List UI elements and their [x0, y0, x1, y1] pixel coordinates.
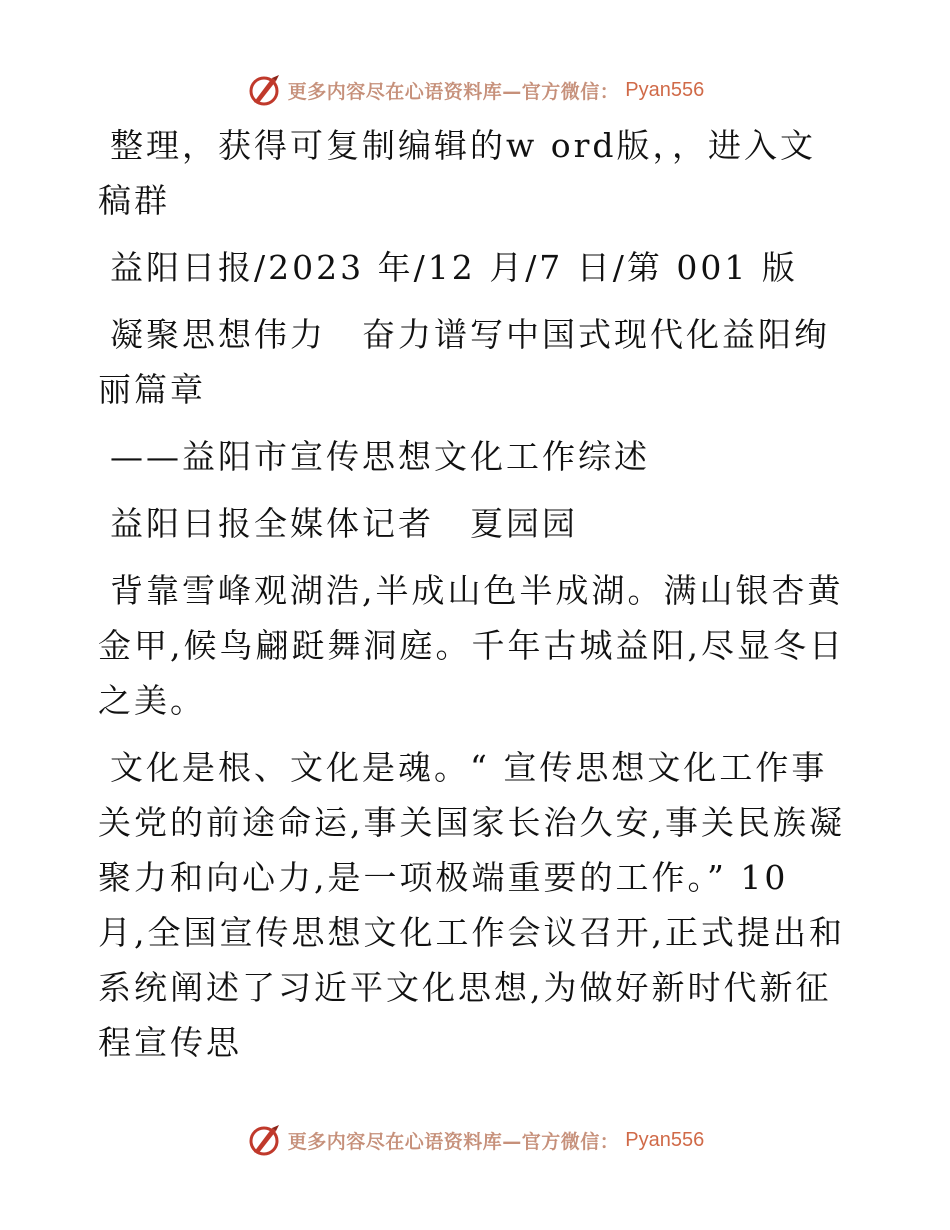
quill-circle-logo-icon: [246, 1122, 282, 1158]
body-paragraph: 文化是根、文化是魂。“ 宣传思想文化工作事关党的前途命运,事关国家长治久安,事关民族凝聚力和向心力,是一项极端重要的工作。” 10 月,全国宣传思想文化工作会议召开,正式提出和系统阐述了习近平文化思想,为做好新时代新征程宣传思: [98, 748, 845, 1062]
watermark-wechat-id: Pyan556: [625, 78, 705, 101]
watermark-text: 更多内容尽在心语资料库—官方微信：: [287, 80, 620, 103]
quill-circle-logo-icon: [246, 72, 282, 108]
document-body: [98, 118, 848, 1082]
body-paragraph: 背靠雪峰观湖浩,半成山色半成湖。满山银杏黄金甲,候鸟翩跹舞洞庭。千年古城益阳,尽显冬日之美。: [98, 571, 845, 720]
watermark-banner-bottom: [0, 1118, 950, 1162]
article-byline: 益阳日报全媒体记者 夏园园: [110, 504, 578, 543]
article-subtitle: ——益阳市宣传思想文化工作综述: [110, 437, 650, 476]
article-title: 凝聚思想伟力 奋力谱写中国式现代化益阳绚丽篇章: [98, 315, 830, 409]
publication-info: 益阳日报/2023 年/12 月/7 日/第 001 版: [110, 248, 798, 287]
watermark-text: 更多内容尽在心语资料库—官方微信：: [287, 1130, 620, 1153]
watermark-banner-top: [0, 68, 950, 112]
watermark-wechat-id: Pyan556: [625, 1128, 705, 1151]
intro-note: 整理，获得可复制编辑的w ord版，，进入文稿群: [98, 126, 817, 220]
